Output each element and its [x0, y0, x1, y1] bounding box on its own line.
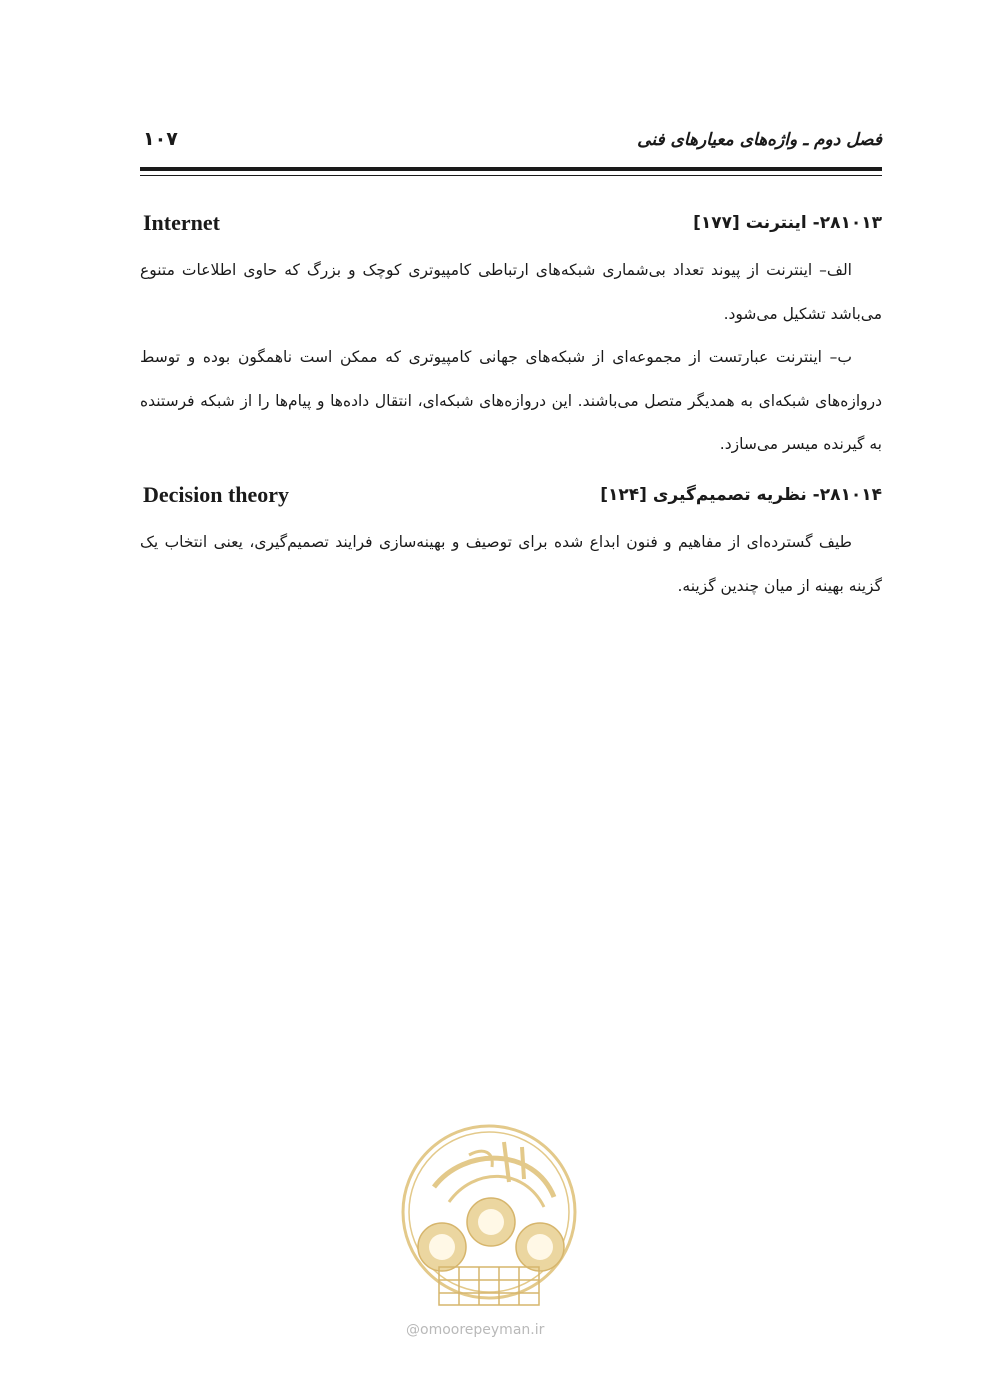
entry-body [140, 521, 882, 608]
entry-body [140, 249, 882, 467]
watermark-url: @omoorepeyman.ir [406, 1322, 545, 1338]
entry-title-en: Decision theory [143, 482, 290, 507]
entry-title-en: Internet [143, 210, 220, 235]
entry-heading [140, 210, 882, 243]
page-number: ۱۰۷ [143, 128, 178, 150]
definition-paragraph: طیف گسترده‌ای از مفاهیم و فنون ابداع شده برای توصیف و بهینه‌سازی فرایند تصمیم‌گیری، یعنی انتخاب یک گزینه بهینه از میان چندین گزینه. [140, 533, 882, 595]
entry-heading [140, 482, 882, 515]
definition-paragraph: ب– اینترنت عبارتست از مجموعه‌ای از شبکه‌های جهانی کامپیوتری که ممکن است ناهمگون بوده و توسط دروازه‌های شبکه‌ای به همدیگر متصل می‌باشند. این دروازه‌های شبکه‌ای، انتقال داده‌ها و پیام‌ها را از شبکه فرستنده به گیرنده میسر می‌سازد. [140, 348, 882, 453]
watermark-logo [394, 1107, 584, 1317]
header-rule-thick [140, 167, 882, 171]
header-rule-thin [140, 175, 882, 176]
entry-title-fa: ۲۸۱۰۱۴- نظریه تصمیم‌گیری [۱۲۴] [600, 485, 882, 505]
entry-title-fa: ۲۸۱۰۱۳- اینترنت [۱۷۷] [693, 213, 882, 233]
chapter-title: فصل دوم ـ واژه‌های معیارهای فنی [637, 130, 882, 150]
definition-paragraph: الف– اینترنت از پیوند تعداد بی‌شماری شبکه‌های ارتباطی کامپیوتری کوچک و بزرگ که حاوی اطلاعات متنوع می‌باشد تشکیل می‌شود. [140, 261, 882, 323]
